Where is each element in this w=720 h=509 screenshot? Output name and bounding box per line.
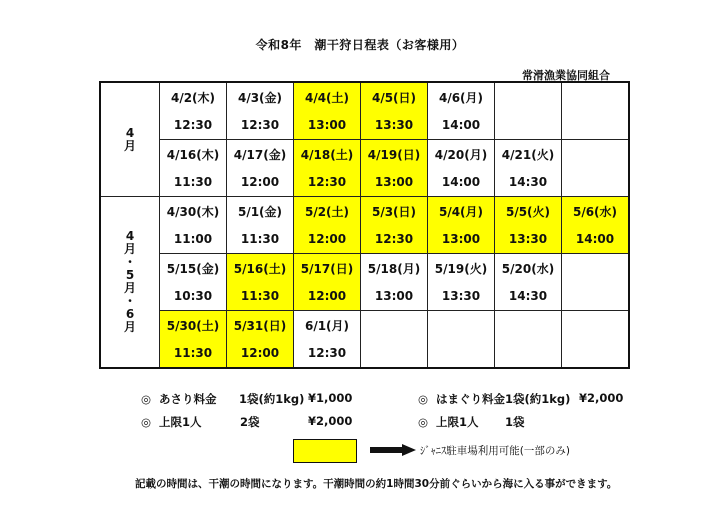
cell-date: 5/16(土) — [233, 262, 287, 276]
month-label-char: 月 — [123, 281, 136, 295]
month-label-char: 5 — [125, 268, 135, 282]
schedule-cell — [160, 197, 227, 254]
cell-date: 4/30(木) — [166, 205, 220, 219]
month-label-cell — [100, 82, 160, 197]
cell-time: 12:30 — [374, 232, 414, 246]
schedule-cell — [562, 254, 630, 311]
cell-date — [361, 312, 427, 340]
cell-time — [562, 340, 628, 366]
bullet-icon: ◎ — [141, 415, 152, 429]
schedule-cell — [227, 197, 294, 254]
limit-left-bags: 2袋 — [240, 415, 260, 429]
schedule-cell — [495, 82, 562, 140]
schedule-cell — [428, 254, 495, 311]
schedule-cell — [361, 311, 428, 369]
hamaguri-price: ¥2,000 — [579, 391, 624, 405]
cell-time: 14:00 — [441, 118, 481, 132]
limit-right-bags: 1袋 — [505, 415, 525, 429]
schedule-cell — [294, 254, 361, 311]
asari-price-line — [141, 391, 217, 407]
hamaguri-price-line — [418, 391, 505, 407]
schedule-cell — [562, 311, 630, 369]
schedule-cell — [227, 82, 294, 140]
cell-time: 12:00 — [307, 232, 347, 246]
cell-time: 11:30 — [173, 175, 213, 189]
schedule-cell — [562, 197, 630, 254]
cell-time — [361, 340, 427, 366]
cell-time: 13:00 — [441, 232, 481, 246]
schedule-cell — [428, 197, 495, 254]
schedule-row — [100, 140, 629, 197]
asari-price: ¥1,000 — [308, 391, 353, 405]
arrow-right-icon — [370, 444, 416, 456]
cell-time: 13:00 — [374, 289, 414, 303]
schedule-cell — [294, 82, 361, 140]
cell-date: 5/2(土) — [304, 205, 350, 219]
cell-time: 11:30 — [240, 289, 280, 303]
cell-date — [562, 84, 628, 112]
cell-date: 5/31(日) — [233, 319, 287, 333]
cell-date: 4/16(木) — [166, 148, 220, 162]
month-label-char: 月 — [123, 138, 136, 153]
cell-time: 11:30 — [173, 346, 213, 360]
month-label-char: 月 — [123, 242, 136, 256]
cell-time: 13:30 — [441, 289, 481, 303]
cell-time: 13:00 — [307, 118, 347, 132]
cell-date — [562, 312, 628, 340]
cell-date: 5/4(月) — [438, 205, 484, 219]
schedule-cell — [361, 82, 428, 140]
cell-time: 14:30 — [508, 289, 548, 303]
cell-date: 5/20(水) — [501, 262, 555, 276]
bullet-icon: ◎ — [418, 392, 429, 406]
limit-left-line — [141, 414, 202, 430]
cell-date: 5/30(土) — [166, 319, 220, 333]
cell-date: 5/5(火) — [505, 205, 551, 219]
schedule-row — [100, 254, 629, 311]
cell-time — [562, 169, 628, 195]
cell-time: 14:30 — [508, 175, 548, 189]
schedule-cell — [361, 254, 428, 311]
schedule-cell — [227, 311, 294, 369]
month-label-char: 月 — [123, 320, 136, 334]
cell-time: 12:00 — [240, 175, 280, 189]
schedule-table — [99, 81, 630, 369]
cell-date: 4/19(日) — [367, 148, 421, 162]
cell-time: 12:30 — [307, 175, 347, 189]
month-label-char: ・ — [123, 294, 136, 308]
organization-name: 常滑漁業協同組合 — [522, 69, 610, 82]
schedule-cell — [160, 254, 227, 311]
limit-left-label: 上限1人 — [159, 415, 202, 429]
footnote: 記載の時間は、干潮の時間になります。干潮時間の約1時間30分前ぐらいから海に入る事ができます。 — [135, 478, 618, 490]
cell-date: 4/4(土) — [304, 91, 350, 105]
cell-time: 11:30 — [240, 232, 280, 246]
cell-date: 4/5(日) — [371, 91, 417, 105]
limit-right-line — [418, 414, 479, 430]
schedule-cell — [160, 82, 227, 140]
cell-date: 4/6(月) — [438, 91, 484, 105]
cell-date — [562, 255, 628, 283]
schedule-row — [100, 197, 629, 254]
bullet-icon: ◎ — [141, 392, 152, 406]
cell-time: 13:00 — [374, 175, 414, 189]
month-label-char: 4 — [125, 125, 135, 140]
schedule-cell — [227, 254, 294, 311]
cell-date — [495, 84, 561, 112]
schedule-cell — [294, 140, 361, 197]
cell-time: 12:00 — [307, 289, 347, 303]
hamaguri-label: はまぐり料金 — [436, 392, 505, 406]
schedule-cell — [562, 140, 630, 197]
cell-time: 10:30 — [173, 289, 213, 303]
cell-date — [428, 312, 494, 340]
cell-date: 5/18(月) — [367, 262, 421, 276]
cell-date: 5/3(日) — [371, 205, 417, 219]
cell-date: 5/19(火) — [434, 262, 488, 276]
cell-time — [562, 283, 628, 309]
cell-date: 4/2(木) — [170, 91, 216, 105]
cell-time — [428, 340, 494, 366]
schedule-cell — [294, 311, 361, 369]
schedule-cell — [428, 140, 495, 197]
month-label-char: 4 — [125, 229, 135, 243]
hamaguri-bag: 1袋(約1kg) — [505, 392, 571, 406]
cell-time — [495, 112, 561, 138]
schedule-row — [100, 82, 629, 140]
cell-time: 12:30 — [307, 346, 347, 360]
cell-date: 4/21(火) — [501, 148, 555, 162]
schedule-cell — [160, 140, 227, 197]
schedule-cell — [227, 140, 294, 197]
cell-date: 4/20(月) — [434, 148, 488, 162]
cell-time: 14:00 — [575, 232, 615, 246]
bullet-icon: ◎ — [418, 415, 429, 429]
legend-label: ｼﾞｬﾆｽ駐車場利用可能(一部のみ) — [420, 445, 570, 457]
cell-date: 5/15(金) — [166, 262, 220, 276]
schedule-cell — [428, 82, 495, 140]
cell-time: 13:30 — [508, 232, 548, 246]
cell-date: 6/1(月) — [304, 319, 350, 333]
month-label-cell — [100, 197, 160, 369]
cell-time: 11:00 — [173, 232, 213, 246]
schedule-cell — [294, 197, 361, 254]
cell-date — [495, 312, 561, 340]
limit-right-label: 上限1人 — [436, 415, 479, 429]
cell-time — [562, 112, 628, 138]
schedule-cell — [495, 197, 562, 254]
cell-date: 5/17(日) — [300, 262, 354, 276]
cell-time: 12:30 — [240, 118, 280, 132]
schedule-cell — [495, 140, 562, 197]
schedule-cell — [361, 197, 428, 254]
cell-date: 4/18(土) — [300, 148, 354, 162]
cell-time: 12:00 — [240, 346, 280, 360]
highlight-legend-swatch — [293, 439, 357, 463]
asari-label: あさり料金 — [159, 392, 217, 406]
month-label-char: 6 — [125, 307, 135, 321]
cell-date — [562, 141, 628, 169]
cell-date: 5/6(水) — [572, 205, 618, 219]
asari-bag: 1袋(約1kg) — [239, 392, 305, 406]
cell-time: 13:30 — [374, 118, 414, 132]
cell-time: 14:00 — [441, 175, 481, 189]
month-label-char: ・ — [123, 255, 136, 269]
page-title: 令和8年 潮干狩日程表（お客様用） — [255, 38, 465, 52]
schedule-cell — [495, 311, 562, 369]
cell-date: 4/3(金) — [237, 91, 283, 105]
schedule-cell — [361, 140, 428, 197]
limit-left-price: ¥2,000 — [308, 414, 353, 428]
schedule-cell — [160, 311, 227, 369]
cell-date: 5/1(金) — [237, 205, 283, 219]
cell-date: 4/17(金) — [233, 148, 287, 162]
schedule-cell — [495, 254, 562, 311]
schedule-row — [100, 311, 629, 369]
schedule-cell — [562, 82, 630, 140]
schedule-cell — [428, 311, 495, 369]
cell-time: 12:30 — [173, 118, 213, 132]
cell-time — [495, 340, 561, 366]
